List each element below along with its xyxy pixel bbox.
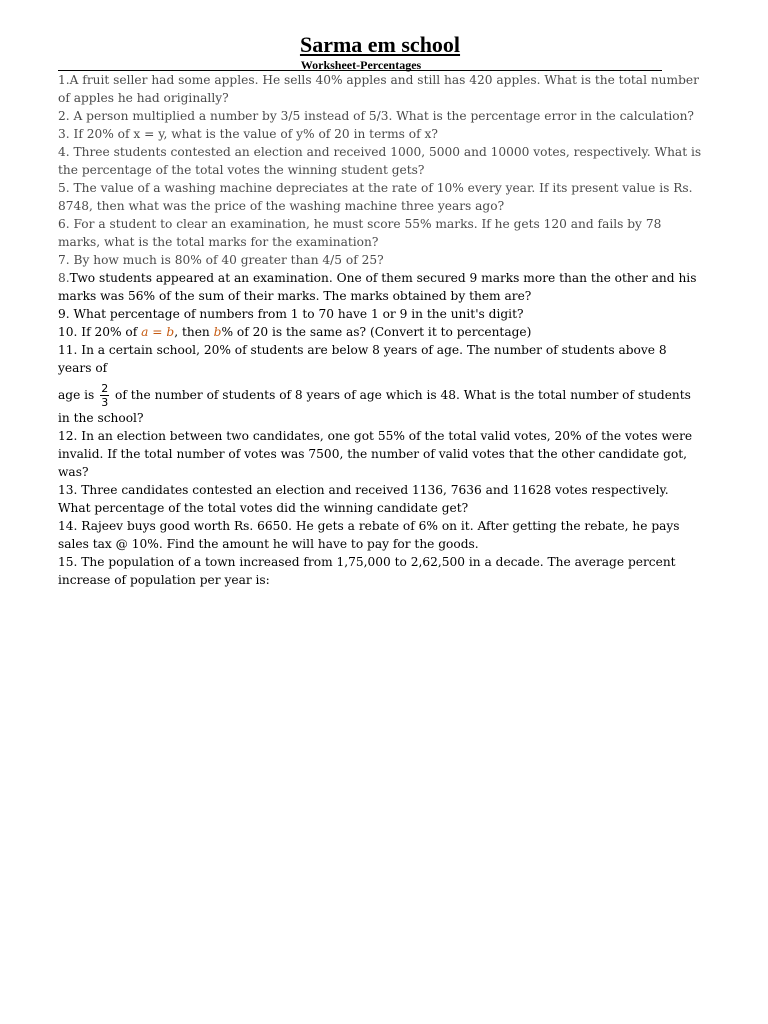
question-2: 2. A person multiplied a number by 3/5 instead of 5/3. What is the percentage error in the calculation? <box>58 109 694 123</box>
question-13: 13. Three candidates contested an election and received 1136, 7636 and 11628 votes respectively. What percentage of the total votes did the winning candidate get? <box>58 483 669 515</box>
question-11-part1: 11. In a certain school, 20% of students are below 8 years of age. The number of students above 8 years of <box>58 343 667 375</box>
variable-a: a <box>141 325 149 339</box>
school-title: Sarma em school <box>299 32 461 57</box>
question-6: 6. For a student to clear an examination, he must score 55% marks. If he gets 120 and fails by 78 marks, what is the total marks for the examination? <box>58 217 662 249</box>
question-8-text: Two students appeared at an examination. One of them secured 9 marks more than the other and his marks was 56% of the sum of their marks. The marks obtained by them are? <box>58 271 697 303</box>
question-8 <box>58 269 703 305</box>
question-4: 4. Three students contested an election and received 1000, 5000 and 10000 votes, respectively. What is the percentage of the total votes the winning student gets? <box>58 145 702 177</box>
variable-b-2: b <box>213 325 222 339</box>
question-11-part3: of the number of students of 8 years of age which is 48. What is the total number of students in the school? <box>58 388 691 425</box>
fraction-two-thirds <box>100 382 109 409</box>
question-7: 7. By how much is 80% of 40 greater than 4/5 of 25? <box>58 253 384 267</box>
question-10-part1: 10. If 20% of <box>58 325 142 339</box>
question-list <box>58 71 703 589</box>
question-10 <box>58 323 703 341</box>
question-15: 15. The population of a town increased from 1,75,000 to 2,62,500 in a decade. The average percent increase of population per year is: <box>58 555 676 587</box>
question-3: 3. If 20% of x = y, what is the value of y% of 20 in terms of x? <box>58 127 438 141</box>
fraction-denominator: 3 <box>101 396 109 409</box>
question-10-part3: % of 20 is the same as? (Convert it to percentage) <box>221 325 532 339</box>
question-1: 1.A fruit seller had some apples. He sells 40% apples and still has 420 apples. What is the total number of apples he had originally? <box>58 73 699 105</box>
question-8-number: 8. <box>58 271 70 285</box>
question-11-part2: age is <box>58 388 99 402</box>
question-11 <box>58 341 703 427</box>
worksheet-subtitle: Worksheet-Percentages <box>300 58 422 72</box>
question-14: 14. Rajeev buys good worth Rs. 6650. He gets a rebate of 6% on it. After getting the rebate, he pays sales tax @ 10%. Find the amount he will have to pay for the goods. <box>58 519 680 551</box>
equals-sign: = <box>148 325 167 339</box>
variable-b: b <box>166 325 175 339</box>
question-9: 9. What percentage of numbers from 1 to 70 have 1 or 9 in the unit's digit? <box>58 307 524 321</box>
question-12: 12. In an election between two candidates, one got 55% of the total valid votes, 20% of the votes were invalid. If the total number of votes was 7500, the number of valid votes that the other candidate got, was? <box>58 429 693 479</box>
fraction-numerator: 2 <box>101 382 109 395</box>
question-5: 5. The value of a washing machine depreciates at the rate of 10% every year. If its present value is Rs. 8748, then what was the price of the washing machine three years ago? <box>58 181 693 213</box>
question-10-part2: , then <box>174 325 214 339</box>
